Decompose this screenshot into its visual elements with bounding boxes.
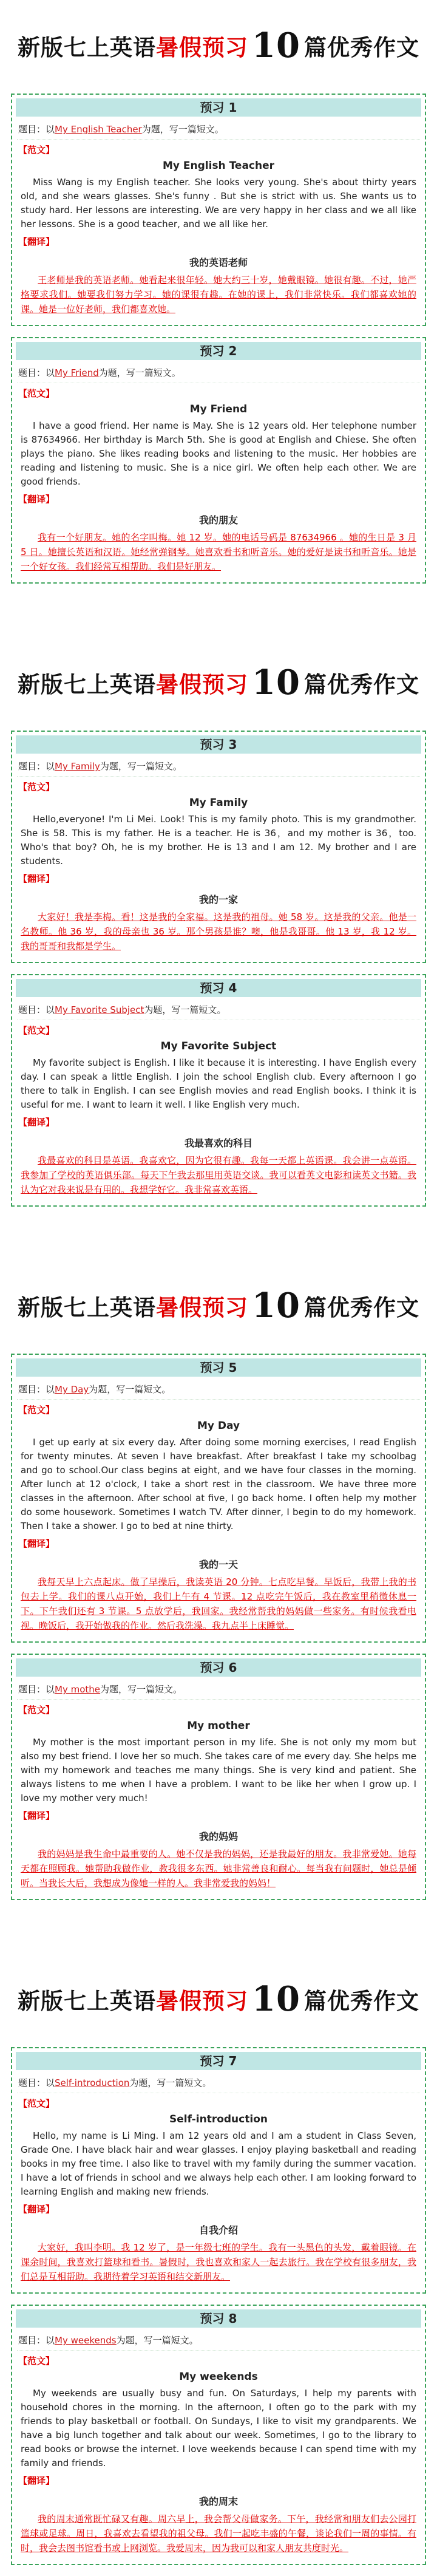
- header-part1: 新版七上英语: [18, 1294, 157, 1321]
- header-number: 10: [252, 663, 300, 703]
- translation-text: 我最喜欢的科目是英语。我喜欢它，因为它很有趣。我每一天都上英语课。我会讲一点英语。我参加了学校的英语俱乐部。每天下午我去那里用英语交谈。我可以看英文电影和读英文书籍。我认为它对我来说是有用的。我想学好它。我非常喜欢英语。: [21, 1155, 416, 1195]
- prompt-prefix: 题目：以: [18, 367, 55, 378]
- translation-label: 【翻译】: [18, 2475, 55, 2486]
- section-header: [0, 0, 437, 91]
- prompt-suffix: 为题，写一篇短文。: [100, 761, 182, 772]
- translation-text: 王老师是我的英语老师。她看起来很年轻。她大约三十岁，她戴眼镜。她很有趣。不过，她严格要求我们。她要我们努力学习。她的课很有趣。在她的课上，我们非常快乐。我们都喜欢她的课。她是一位好老师，我们都喜欢她。: [21, 274, 416, 315]
- essay-prompt: [17, 120, 420, 140]
- prompt-prefix: 题目：以: [18, 1004, 55, 1015]
- header-part2: 暑假预习: [156, 671, 249, 698]
- translation-text: 我有一个好朋友。她的名字叫梅。她 12 岁。她的电话号码是 87634966 。她的生日是 3 月 5 日。她擅长英语和汉语。她经常弹钢琴。她喜欢看书和听音乐。她的爱好是读书和听音乐。她是一个好女孩。我们经常互相帮助。我们是好朋友。: [21, 532, 416, 572]
- essay-card: [11, 1654, 426, 1900]
- prompt-prefix: 题目：以: [18, 2335, 55, 2346]
- translation-title: 我的一家: [198, 894, 238, 905]
- essay-text: I have a good friend. Her name is May. She is 12 years old. Her telephone number is 87634966. Her birthday is March 5th. She is good at English and Chiese. She often plays the piano. She likes reading books and listening to the music. Her hobbies are reading and listening to music. She is a nice girl. We often help each other. We are good friends.: [21, 420, 416, 487]
- essay-card: [11, 94, 426, 326]
- essay-card: [11, 731, 426, 963]
- card-title: 预习 2: [16, 342, 421, 360]
- essay-title: My Family: [189, 797, 248, 809]
- prompt-topic: My weekends: [55, 2335, 117, 2346]
- translation-label: 【翻译】: [18, 2204, 55, 2215]
- prompt-suffix: 为题，写一篇短文。: [89, 1384, 171, 1395]
- translation-title: 自我介绍: [198, 2224, 238, 2236]
- essay-title: My mother: [187, 1720, 250, 1732]
- prompt-topic: My Family: [55, 761, 100, 772]
- prompt-topic: My Favorite Subject: [55, 1004, 144, 1015]
- prompt-topic: My mothe: [55, 1684, 101, 1695]
- essay-card: [11, 1354, 426, 1643]
- prompt-suffix: 为题，写一篇短文。: [116, 2335, 198, 2346]
- essay-card: [11, 337, 426, 584]
- header-part2: 暑假预习: [156, 1988, 249, 2014]
- card-title: 预习 7: [16, 2052, 421, 2070]
- section: [0, 1954, 437, 2565]
- sample-label: 【范文】: [18, 388, 55, 399]
- translation-label: 【翻译】: [18, 1117, 55, 1128]
- section-gap: [0, 1218, 437, 1260]
- essay-text: I get up early at six every day. After doing some morning exercises, I read English for twenty minutes. At seven I have breakfast. After breakfast I take my schoolbag and go to school.Our class begins at eight, and we have four classes in the morning. After lunch at 12 o'clock, I take a short rest in the classroom. We have three more classes in the afternoon. After school at five, I go back home. I often help my mother do some housework. Sometimes I watch TV. After dinner, I begin to do my homework. Then I take a shower. I go to bed at nine thirty.: [21, 1437, 416, 1532]
- header-number: 10: [252, 1286, 300, 1326]
- prompt-prefix: 题目：以: [18, 1684, 55, 1695]
- header-part3: 篇优秀作文: [303, 671, 419, 698]
- essay-text: My mother is the most important person in my life. She is not only my mom but also my best friend. I love her so much. She takes care of me every day. She helps me with my homework and teaches me many things. She is very kind and patient. She always listens to me when I have a problem. I want to be like her when I grow up. I love my mother very much!: [21, 1737, 416, 1804]
- section: [0, 1260, 437, 1954]
- prompt-suffix: 为题，写一篇短文。: [144, 1004, 226, 1015]
- prompt-topic: My Friend: [55, 367, 99, 378]
- header-part3: 篇优秀作文: [303, 34, 419, 61]
- sample-label: 【范文】: [18, 2098, 55, 2109]
- prompt-prefix: 题目：以: [18, 2077, 55, 2088]
- header-number: 10: [252, 26, 300, 66]
- section-header: [0, 1954, 437, 2045]
- card-title: 预习 4: [16, 979, 421, 997]
- header-part1: 新版七上英语: [18, 34, 157, 61]
- essay-prompt: [17, 2074, 420, 2093]
- section-gap: [0, 1911, 437, 1954]
- essay-card: [11, 974, 426, 1207]
- translation-title: 我最喜欢的科目: [184, 1137, 252, 1149]
- translation-text: 大家好！我是李梅。看！这是我的全家福。这是我的祖母。她 58 岁。这是我的父亲。他是一名教师。他 36 岁，我的母亲也 36 岁。那个男孩是谁？噢，他是我哥哥。他 13 岁，我 12 岁。我的哥哥和我都是学生。: [21, 911, 416, 952]
- translation-title: 我的周末: [198, 2496, 238, 2507]
- header-number: 10: [252, 1979, 300, 2019]
- translation-title: 我的一天: [198, 1559, 238, 1570]
- translation-title: 我的朋友: [198, 514, 238, 526]
- translation-label: 【翻译】: [18, 873, 55, 884]
- sample-label: 【范文】: [18, 1025, 55, 1036]
- essay-text: My weekends are usually busy and fun. On Saturdays, I help my parents with household chores in the morning. In the afternoon, I often go to the park with my friends to play basketball or football. On Sundays, I like to visit my grandparents. We have a big lunch together and talk about our week. Sometimes, I go to the library to read books or browse the internet. I love weekends because I can spend time with my family and friends.: [21, 2388, 416, 2469]
- essay-prompt: [17, 2331, 420, 2351]
- essay-prompt: [17, 1680, 420, 1700]
- translation-label: 【翻译】: [18, 494, 55, 505]
- header-part1: 新版七上英语: [18, 671, 157, 698]
- essay-title: My Favorite Subject: [160, 1040, 277, 1052]
- translation-title: 我的英语老师: [189, 257, 248, 268]
- card-title: 预习 5: [16, 1358, 421, 1377]
- essay-text: Hello, my name is Li Ming. I am 12 years old and I am a student in Class Seven, Grade One. I have black hair and wear glasses. I enjoy playing basketball and reading books in my free time. I also like to travel with my family during the summer vacation. I have a lot of friends in school and we always help each other. I am looking forward to learning English and making new friends.: [21, 2130, 416, 2197]
- sample-label: 【范文】: [18, 2356, 55, 2366]
- translation-text: 我的周末通常既忙碌又有趣。周六早上，我会帮父母做家务。下午，我经常和朋友们去公园打篮球或足球。周日，我喜欢去看望我的祖父母。我们一起吃丰盛的午餐，谈论我们一周的事情。有时，我会去图书馆看书或上网浏览。我爱周末，因为我可以和家人朋友共度时光。: [21, 2513, 416, 2554]
- prompt-suffix: 为题，写一篇短文。: [141, 124, 224, 135]
- header-part3: 篇优秀作文: [303, 1294, 419, 1321]
- section: [0, 637, 437, 1260]
- card-title: 预习 1: [16, 98, 421, 117]
- prompt-prefix: 题目：以: [18, 761, 55, 772]
- essay-prompt: [17, 1001, 420, 1020]
- translation-title: 我的妈妈: [198, 1831, 238, 1842]
- translation-label: 【翻译】: [18, 236, 55, 247]
- prompt-topic: Self-introduction: [55, 2077, 130, 2088]
- essay-prompt: [17, 364, 420, 383]
- section: [0, 0, 437, 637]
- essay-text: My favorite subject is English. I like it because it is interesting. I have English every day. I can speak a little English. I join the school English club. Every afternoon I go there to talk in English. I can see English movies and read English books. I think it is useful for me. I want to learn it well. I like English very much.: [21, 1057, 416, 1110]
- essay-card: [11, 2047, 426, 2294]
- essay-text: Miss Wang is my English teacher. She looks very young. She's about thirty years old, and she wears glasses. She's funny . But she is strict with us. She wants us to study hard. Her lessons are interesting. We are very happy in her class and we all like her lessons. She is a good teacher, and we all like her.: [21, 177, 416, 230]
- translation-text: 我的妈妈是我生命中最重要的人。她不仅是我的妈妈，还是我最好的朋友。我非常爱她。她每天都在照顾我。她帮助我做作业，教我很多东西。她非常善良和耐心。每当我有问题时，她总是倾听。当我长大后，我想成为像她一样的人。我非常爱我的妈妈！: [21, 1849, 416, 1889]
- section-gap: [0, 595, 437, 637]
- essay-prompt: [17, 1380, 420, 1400]
- header-part1: 新版七上英语: [18, 1988, 157, 2014]
- sample-label: 【范文】: [18, 782, 55, 792]
- card-title: 预习 6: [16, 1658, 421, 1677]
- translation-label: 【翻译】: [18, 1538, 55, 1549]
- prompt-topic: My Day: [55, 1384, 89, 1395]
- translation-text: 我每天早上六点起床。做了早操后，我读英语 20 分钟。七点吃早餐。早饭后，我带上我的书包去上学。我们的课八点开始，我们上午有 4 节课。12 点吃完午饭后，我在教室里稍微休息一下。下午我们还有 3 节课。5 点放学后，我回家。我经常帮我的妈妈做一些家务。有时候我看电视。晚饭后，我开始做我的作业。然后我洗澡。我九点半上床睡觉。: [21, 1576, 416, 1631]
- essay-title: My weekends: [179, 2371, 258, 2383]
- essay-prompt: [17, 757, 420, 777]
- sample-label: 【范文】: [18, 1405, 55, 1416]
- prompt-prefix: 题目：以: [18, 1384, 55, 1395]
- header-part2: 暑假预习: [156, 34, 249, 61]
- prompt-suffix: 为题，写一篇短文。: [100, 1684, 183, 1695]
- translation-label: 【翻译】: [18, 1810, 55, 1821]
- essay-title: My Day: [197, 1420, 240, 1432]
- essay-title: My English Teacher: [162, 160, 275, 172]
- prompt-topic: My English Teacher: [55, 124, 142, 135]
- prompt-suffix: 为题，写一篇短文。: [98, 367, 181, 378]
- essay-title: My Friend: [189, 403, 248, 415]
- section-header: [0, 637, 437, 728]
- essay-card: [11, 2305, 426, 2565]
- prompt-prefix: 题目：以: [18, 124, 55, 135]
- sample-label: 【范文】: [18, 1705, 55, 1716]
- sample-label: 【范文】: [18, 145, 55, 155]
- card-title: 预习 3: [16, 735, 421, 754]
- essay-title: Self-introduction: [169, 2113, 268, 2125]
- essay-text: Hello,everyone! I'm Li Mei. Look! This is my family photo. This is my grandmother. She is 58. This is my father. He is a teacher. He is 36，and my mother is 36，too. Who's that boy? Oh, he is my brother. He is 13 and I am 12. My brother and I are students.: [21, 814, 416, 867]
- card-title: 预习 8: [16, 2309, 421, 2328]
- header-part2: 暑假预习: [156, 1294, 249, 1321]
- header-part3: 篇优秀作文: [303, 1988, 419, 2014]
- translation-text: 大家好，我叫李明。我 12 岁了，是一年级七班的学生。我有一头黑色的头发，戴着眼镜。在课余时间，我喜欢打篮球和看书。暑假时，我也喜欢和家人一起去旅行。我在学校有很多朋友，我们总是互相帮助。我期待着学习英语和结交新朋友。: [21, 2242, 416, 2282]
- section-header: [0, 1260, 437, 1351]
- prompt-suffix: 为题，写一篇短文。: [129, 2077, 212, 2088]
